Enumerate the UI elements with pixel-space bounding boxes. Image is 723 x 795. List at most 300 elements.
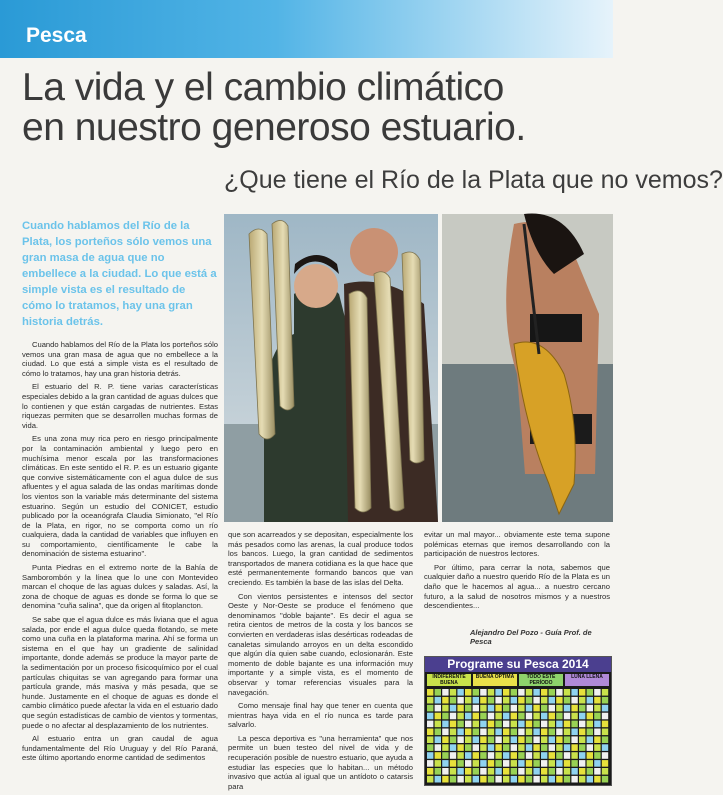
calendar-cell — [511, 689, 517, 696]
section-label: Pesca — [26, 24, 87, 47]
calendar-cell — [442, 768, 448, 775]
calendar-cell — [594, 736, 600, 743]
calendar-cell — [503, 713, 509, 720]
calendar-cell — [518, 768, 524, 775]
calendar-cell — [488, 768, 494, 775]
calendar-cell — [465, 713, 471, 720]
calendar-cell — [549, 744, 555, 751]
calendar-cell — [511, 729, 517, 736]
calendar-legend-item: TODO ESTE PERÍODO — [519, 674, 563, 686]
calendar-cell — [495, 744, 501, 751]
paragraph: evitar un mal mayor... obviamente este tema supone polémicas eternas que iremos desarrollando con la participación de nuestros lectores. — [424, 530, 610, 559]
calendar-cell — [526, 729, 532, 736]
calendar-cell — [564, 768, 570, 775]
face-right — [350, 228, 398, 276]
calendar-cell — [435, 768, 441, 775]
calendar-cell — [564, 705, 570, 712]
calendar-cell — [495, 768, 501, 775]
calendar-cell — [457, 768, 463, 775]
calendar-cell — [526, 776, 532, 783]
calendar-cell — [518, 729, 524, 736]
calendar-cell — [503, 721, 509, 728]
title-line: en nuestro generoso estuario. — [22, 106, 526, 149]
calendar-cell — [564, 721, 570, 728]
calendar-cell — [427, 760, 433, 767]
column-1 — [22, 340, 218, 767]
calendar-cell — [541, 768, 547, 775]
calendar-cell — [541, 729, 547, 736]
calendar-cell — [594, 752, 600, 759]
calendar-cell — [549, 768, 555, 775]
calendar-cell — [579, 736, 585, 743]
calendar-cell — [435, 752, 441, 759]
calendar-cell — [579, 768, 585, 775]
calendar-cell — [473, 729, 479, 736]
calendar-cell — [450, 768, 456, 775]
calendar-cell — [435, 705, 441, 712]
calendar-cell — [518, 760, 524, 767]
calendar-cell — [495, 736, 501, 743]
calendar-cell — [533, 744, 539, 751]
calendar-cell — [442, 744, 448, 751]
calendar-cell — [488, 705, 494, 712]
calendar-cell — [579, 721, 585, 728]
calendar-cell — [541, 689, 547, 696]
calendar-cell — [518, 721, 524, 728]
paragraph: Por último, para cerrar la nota, sabemos que cualquier daño a nuestro querido Río de la Plata es un daño que le hacemos al agua... a nuestro cercano futuro, a la salud de nosotros mismos y a nuestros descendientes... — [424, 562, 610, 611]
calendar-cell — [435, 776, 441, 783]
calendar-cell — [526, 713, 532, 720]
calendar-cell — [556, 776, 562, 783]
calendar-cell — [480, 768, 486, 775]
calendar-cell — [511, 713, 517, 720]
calendar-cell — [526, 705, 532, 712]
calendar-cell — [602, 776, 608, 783]
calendar-cell — [427, 705, 433, 712]
calendar-cell — [435, 713, 441, 720]
calendar-cell — [495, 752, 501, 759]
calendar-cell — [533, 705, 539, 712]
calendar-cell — [511, 697, 517, 704]
calendar-cell — [564, 729, 570, 736]
calendar-cell — [450, 697, 456, 704]
calendar-cell — [427, 736, 433, 743]
calendar-cell — [587, 721, 593, 728]
calendar-cell — [579, 689, 585, 696]
calendar-cell — [503, 744, 509, 751]
calendar-cell — [480, 776, 486, 783]
calendar-cell — [571, 776, 577, 783]
calendar-cell — [594, 729, 600, 736]
calendar-cell — [488, 729, 494, 736]
calendar-cell — [442, 689, 448, 696]
calendar-cell — [480, 752, 486, 759]
paragraph: Punta Piedras en el extremo norte de la Bahía de Samborombón y la línea que lo une con Montevideo marcan el choque de las aguas dulces y saladas. Así, la zona de choque de aguas es donde se forma lo que se denomina "cuña salina", que da origen al fitoplancton. — [22, 563, 218, 611]
calendar-cell — [503, 768, 509, 775]
face-left — [294, 264, 338, 308]
calendar-cell — [594, 721, 600, 728]
fishing-calendar — [424, 656, 612, 786]
calendar-cell — [526, 752, 532, 759]
calendar-cell — [427, 689, 433, 696]
calendar-cell — [526, 736, 532, 743]
calendar-cell — [480, 713, 486, 720]
calendar-cell — [526, 744, 532, 751]
calendar-cell — [480, 705, 486, 712]
calendar-cell — [526, 689, 532, 696]
calendar-cell — [480, 744, 486, 751]
calendar-cell — [435, 721, 441, 728]
calendar-cell — [442, 705, 448, 712]
calendar-cell — [480, 760, 486, 767]
calendar-cell — [602, 752, 608, 759]
calendar-cell — [602, 697, 608, 704]
calendar-cell — [579, 776, 585, 783]
calendar-cell — [495, 721, 501, 728]
calendar-cell — [511, 744, 517, 751]
column-3 — [424, 530, 610, 615]
calendar-cell — [473, 736, 479, 743]
calendar-cell — [465, 752, 471, 759]
calendar-cell — [442, 776, 448, 783]
calendar-cell — [457, 705, 463, 712]
calendar-cell — [602, 713, 608, 720]
calendar-cell — [571, 760, 577, 767]
calendar-cell — [473, 721, 479, 728]
calendar-cell — [457, 744, 463, 751]
calendar-cell — [587, 689, 593, 696]
calendar-cell — [503, 689, 509, 696]
calendar-cell — [602, 689, 608, 696]
calendar-cell — [457, 736, 463, 743]
calendar-cell — [427, 768, 433, 775]
calendar-cell — [495, 776, 501, 783]
calendar-cell — [556, 752, 562, 759]
calendar-cell — [579, 760, 585, 767]
calendar-cell — [549, 776, 555, 783]
calendar-cell — [442, 736, 448, 743]
calendar-cell — [488, 736, 494, 743]
calendar-cell — [511, 721, 517, 728]
calendar-cell — [457, 776, 463, 783]
calendar-cell — [518, 713, 524, 720]
calendar-cell — [427, 776, 433, 783]
calendar-cell — [602, 721, 608, 728]
calendar-cell — [556, 689, 562, 696]
calendar-cell — [495, 760, 501, 767]
calendar-cell — [503, 736, 509, 743]
calendar-cell — [518, 697, 524, 704]
calendar-cell — [533, 760, 539, 767]
calendar-cell — [594, 713, 600, 720]
calendar-cell — [549, 736, 555, 743]
calendar-cell — [495, 697, 501, 704]
calendar-cell — [587, 713, 593, 720]
calendar-cell — [533, 736, 539, 743]
calendar-cell — [556, 705, 562, 712]
calendar-cell — [457, 697, 463, 704]
calendar-cell — [427, 721, 433, 728]
calendar-cell — [526, 697, 532, 704]
calendar-cell — [457, 729, 463, 736]
calendar-cell — [533, 689, 539, 696]
calendar-cell — [579, 729, 585, 736]
calendar-cell — [442, 721, 448, 728]
calendar-cell — [556, 760, 562, 767]
calendar-cell — [602, 729, 608, 736]
calendar-cell — [518, 744, 524, 751]
calendar-cell — [473, 697, 479, 704]
calendar-cell — [473, 776, 479, 783]
calendar-cell — [511, 736, 517, 743]
calendar-cell — [549, 713, 555, 720]
calendar-cell — [533, 697, 539, 704]
calendar-cell — [564, 752, 570, 759]
calendar-cell — [533, 721, 539, 728]
calendar-cell — [549, 697, 555, 704]
calendar-cell — [602, 768, 608, 775]
calendar-cell — [442, 697, 448, 704]
calendar-cell — [594, 697, 600, 704]
calendar-cell — [587, 776, 593, 783]
paragraph: Con vientos persistentes e intensos del sector Oeste y Nor-Oeste se produce el fenómeno que denominamos "doble bajante". Es decir el agua se retira cientos de metros de la costa y los bancos se convierten en verdaderas islas desérticas rodeadas de canaletas simulando arroyos en un delta escondido que algún día quien sabe cuando, eclosionarán. Este momento de doble bajante es una información muy importante y a simple vista, es el momento de observar y tomar referencias visuales para la navegación. — [228, 591, 413, 697]
calendar-cell — [503, 752, 509, 759]
calendar-cell — [571, 736, 577, 743]
calendar-cell — [442, 752, 448, 759]
calendar-cell — [587, 697, 593, 704]
calendar-cell — [465, 697, 471, 704]
calendar-cell — [518, 705, 524, 712]
calendar-cell — [587, 768, 593, 775]
calendar-grid — [425, 688, 611, 784]
calendar-cell — [511, 760, 517, 767]
calendar-cell — [556, 721, 562, 728]
calendar-cell — [541, 776, 547, 783]
section-banner — [0, 0, 613, 58]
calendar-cell — [511, 768, 517, 775]
calendar-cell — [480, 689, 486, 696]
calendar-cell — [427, 752, 433, 759]
calendar-cell — [579, 697, 585, 704]
calendar-cell — [594, 705, 600, 712]
paragraph: Como mensaje final hay que tener en cuenta que mientras haya vida en el río nunca es tarde para salvarlo. — [228, 701, 413, 730]
calendar-cell — [495, 713, 501, 720]
calendar-cell — [511, 752, 517, 759]
calendar-cell — [465, 768, 471, 775]
calendar-cell — [571, 713, 577, 720]
calendar-cell — [427, 713, 433, 720]
title-line: La vida y el cambio climático — [22, 66, 504, 109]
calendar-cell — [541, 713, 547, 720]
calendar-cell — [488, 744, 494, 751]
calendar-cell — [549, 729, 555, 736]
calendar-cell — [465, 760, 471, 767]
paragraph: El estuario del R. P. tiene varias características especiales debido a la gran cantidad de aguas dulces que lo contienen y que están cargadas de nutrientes. Estas riquezas permiten que se desarrollen muchas formas de vida. — [22, 382, 218, 430]
calendar-cell — [564, 689, 570, 696]
calendar-cell — [488, 760, 494, 767]
calendar-cell — [503, 776, 509, 783]
calendar-cell — [587, 729, 593, 736]
calendar-cell — [473, 744, 479, 751]
calendar-cell — [587, 760, 593, 767]
calendar-cell — [564, 744, 570, 751]
calendar-cell — [541, 721, 547, 728]
calendar-cell — [503, 760, 509, 767]
calendar-cell — [435, 744, 441, 751]
paragraph: que son acarreados y se depositan, especialmente los más pesados como las arenas, la cual produce todos los bancos. Luego, la gran cantidad de sedimentos transportados de manera cotidiana es la que hace que esté permanentemente formando bancos que van creciendo. Es también la base de las islas del Delta. — [228, 530, 413, 587]
calendar-cell — [549, 760, 555, 767]
calendar-cell — [473, 768, 479, 775]
calendar-cell — [594, 689, 600, 696]
calendar-cell — [571, 752, 577, 759]
calendar-cell — [435, 697, 441, 704]
calendar-cell — [533, 752, 539, 759]
calendar-cell — [457, 721, 463, 728]
calendar-cell — [556, 713, 562, 720]
article-title — [22, 68, 602, 148]
calendar-cell — [465, 776, 471, 783]
calendar-cell — [465, 705, 471, 712]
calendar-cell — [549, 721, 555, 728]
calendar-cell — [473, 689, 479, 696]
calendar-cell — [442, 760, 448, 767]
calendar-cell — [450, 736, 456, 743]
calendar-cell — [564, 713, 570, 720]
calendar-cell — [564, 776, 570, 783]
calendar-cell — [503, 729, 509, 736]
calendar-cell — [594, 768, 600, 775]
lead-paragraph: Cuando hablamos del Río de la Plata, los porteños sólo vemos una gran masa de agua que no embellece a la ciudad. Lo que está a simple vista es el resultado de cómo lo tratamos, hay una gran historia detrás. — [22, 220, 217, 328]
calendar-cell — [457, 760, 463, 767]
calendar-cell — [549, 752, 555, 759]
calendar-cell — [602, 744, 608, 751]
calendar-cell — [450, 689, 456, 696]
calendar-cell — [435, 760, 441, 767]
calendar-cell — [602, 760, 608, 767]
paragraph: Cuando hablamos del Río de la Plata los porteños sólo vemos una gran masa de agua que no embellece a la ciudad. Lo que está a simple vista es el resultado de cómo lo tratamos, hay una gran historia detrás. — [22, 340, 218, 378]
calendar-cell — [457, 713, 463, 720]
calendar-cell — [556, 697, 562, 704]
calendar-cell — [594, 744, 600, 751]
calendar-cell — [427, 729, 433, 736]
calendar-cell — [450, 744, 456, 751]
calendar-cell — [533, 768, 539, 775]
calendar-cell — [495, 729, 501, 736]
calendar-cell — [480, 721, 486, 728]
calendar-cell — [541, 752, 547, 759]
calendar-cell — [442, 713, 448, 720]
calendar-cell — [450, 776, 456, 783]
calendar-cell — [541, 760, 547, 767]
calendar-cell — [533, 776, 539, 783]
calendar-cell — [435, 689, 441, 696]
calendar-cell — [457, 689, 463, 696]
calendar-cell — [511, 705, 517, 712]
column-2 — [228, 530, 413, 795]
author-signature: Alejandro Del Pozo - Guía Prof. de Pesca — [470, 628, 592, 646]
calendar-title: Programe su Pesca 2014 — [425, 657, 611, 672]
calendar-cell — [571, 744, 577, 751]
calendar-cell — [511, 776, 517, 783]
calendar-cell — [488, 776, 494, 783]
calendar-cell — [541, 697, 547, 704]
calendar-cell — [526, 768, 532, 775]
calendar-cell — [602, 736, 608, 743]
calendar-cell — [579, 744, 585, 751]
calendar-cell — [541, 736, 547, 743]
calendar-cell — [450, 721, 456, 728]
calendar-cell — [473, 713, 479, 720]
calendar-cell — [564, 697, 570, 704]
calendar-cell — [488, 721, 494, 728]
calendar-legend-item: BUENA ÓPTIMA — [473, 674, 517, 686]
calendar-cell — [564, 760, 570, 767]
calendar-cell — [495, 689, 501, 696]
calendar-cell — [594, 760, 600, 767]
calendar-cell — [571, 768, 577, 775]
calendar-legend-item: INDIFERENTE BUENA — [427, 674, 471, 686]
calendar-cell — [435, 729, 441, 736]
calendar-cell — [450, 760, 456, 767]
calendar-cell — [450, 705, 456, 712]
paragraph: Se sabe que el agua dulce es más liviana que el agua salada, por ende el agua dulce queda flotando, se mete como una cuña en la plataforma marina. Ahí se forma un sistema en el que hay un gradiente de salinidad importante, donde además se produce la mayor parte de la sedimentación por un proceso fisicoquímico por el cual partículas chiquitas se van agregando para formar una partícula grande, más masiva y más pesada, que se hunde. Justamente en el choque de aguas es donde el cambio climático puede afectar la vida en el estuario dado que según estadísticas de cambio de vientos y tormentas, puede o no afectar al desplazamiento de los nutrientes. — [22, 615, 218, 730]
calendar-cell — [480, 697, 486, 704]
calendar-cell — [457, 752, 463, 759]
calendar-cell — [473, 705, 479, 712]
calendar-cell — [556, 744, 562, 751]
calendar-cell — [518, 752, 524, 759]
calendar-cell — [587, 744, 593, 751]
calendar-cell — [518, 776, 524, 783]
calendar-cell — [427, 744, 433, 751]
calendar-cell — [427, 697, 433, 704]
calendar-cell — [556, 736, 562, 743]
calendar-cell — [541, 705, 547, 712]
calendar-cell — [587, 752, 593, 759]
calendar-cell — [465, 721, 471, 728]
calendar-cell — [549, 705, 555, 712]
paragraph: Al estuario entra un gran caudal de agua fundamentalmente del Río Uruguay y del Río Paraná, este último aportando enorme cantidad de sedimentos — [22, 734, 218, 763]
calendar-cell — [533, 713, 539, 720]
calendar-cell — [526, 760, 532, 767]
calendar-cell — [503, 697, 509, 704]
calendar-cell — [571, 697, 577, 704]
calendar-cell — [556, 729, 562, 736]
calendar-cell — [435, 736, 441, 743]
calendar-cell — [473, 752, 479, 759]
calendar-cell — [571, 689, 577, 696]
calendar-cell — [465, 729, 471, 736]
calendar-cell — [571, 721, 577, 728]
calendar-cell — [518, 736, 524, 743]
calendar-cell — [488, 713, 494, 720]
calendar-cell — [518, 689, 524, 696]
calendar-cell — [450, 752, 456, 759]
calendar-cell — [465, 689, 471, 696]
calendar-cell — [450, 729, 456, 736]
calendar-cell — [465, 736, 471, 743]
fishing-photos — [224, 214, 613, 522]
calendar-cell — [579, 752, 585, 759]
calendar-cell — [602, 705, 608, 712]
calendar-cell — [533, 729, 539, 736]
calendar-cell — [594, 776, 600, 783]
calendar-cell — [579, 713, 585, 720]
calendar-legend-item: LUNA LLENA — [565, 674, 609, 686]
calendar-cell — [579, 705, 585, 712]
calendar-cell — [480, 736, 486, 743]
calendar-cell — [473, 760, 479, 767]
